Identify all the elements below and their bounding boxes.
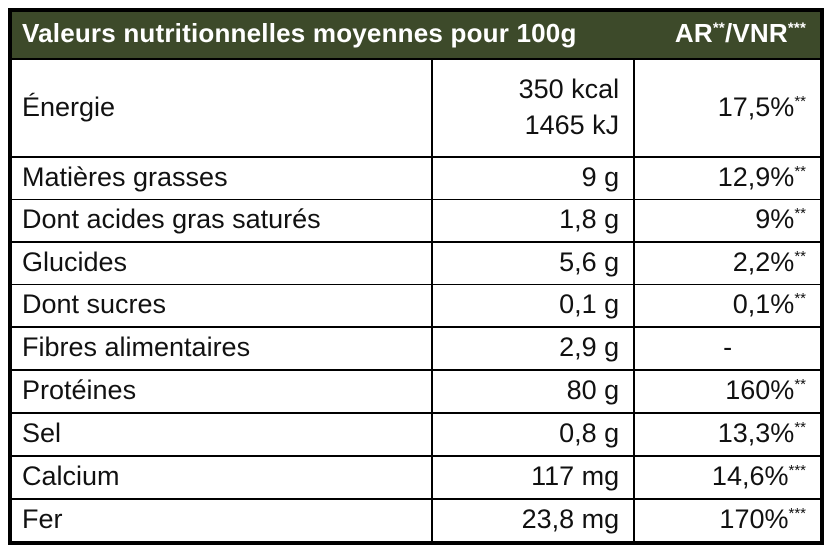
table-row	[12, 327, 820, 370]
table-row	[12, 242, 820, 284]
row-value-sucres: 0,1 g	[432, 284, 634, 326]
header-ar-sup: **	[712, 19, 725, 37]
row-value-acides-gras-satures: 1,8 g	[432, 199, 634, 241]
row-ar-calcium	[634, 456, 820, 499]
ar-sup: **	[794, 92, 806, 110]
energy-kcal-value: 350 kcal	[518, 74, 620, 105]
table-row	[12, 199, 820, 241]
row-label-glucides: Glucides	[12, 242, 432, 284]
row-label-proteines: Protéines	[12, 370, 432, 413]
header-ar-vnr	[634, 12, 820, 59]
ar-value: 160%	[725, 374, 795, 405]
row-label-fibres: Fibres alimentaires	[12, 327, 432, 370]
header-title: Valeurs nutritionnelles moyennes pour 100g	[22, 18, 577, 48]
ar-value: 9%	[755, 203, 795, 234]
row-label-sucres: Dont sucres	[12, 284, 432, 326]
table-row	[12, 59, 820, 157]
table-row	[12, 499, 820, 541]
row-label-calcium: Calcium	[12, 456, 432, 499]
table-row	[12, 370, 820, 413]
ar-sup: **	[794, 375, 806, 393]
ar-value: 2,2%	[732, 246, 795, 277]
row-ar-sel	[634, 413, 820, 456]
table-row	[12, 413, 820, 456]
ar-value: 170%	[719, 504, 789, 535]
ar-value: -	[723, 331, 733, 362]
ar-sup: **	[794, 289, 806, 307]
row-ar-glucides	[634, 242, 820, 284]
ar-value: 14,6%	[711, 461, 789, 492]
row-value-energie	[432, 59, 634, 157]
ar-sup: **	[794, 204, 806, 222]
nutrition-facts-panel	[8, 8, 824, 545]
ar-value: 12,9%	[717, 161, 795, 192]
row-label-fer: Fer	[12, 499, 432, 541]
row-ar-sucres	[634, 284, 820, 326]
header-vnr-label: /VNR	[724, 18, 788, 48]
row-ar-matieres-grasses	[634, 157, 820, 199]
row-label-energie: Énergie	[12, 59, 432, 157]
ar-sup: ***	[788, 462, 806, 480]
ar-value: 13,3%	[717, 417, 795, 448]
ar-sup: ***	[788, 505, 806, 523]
row-label-sel: Sel	[12, 413, 432, 456]
header-vnr-sup: ***	[787, 19, 806, 37]
header-ar-label: AR	[674, 18, 713, 48]
nutrition-table	[12, 12, 820, 541]
ar-sup: **	[794, 418, 806, 436]
table-row	[12, 284, 820, 326]
row-label-acides-gras-satures: Dont acides gras saturés	[12, 199, 432, 241]
ar-value: 17,5%	[717, 91, 795, 122]
row-value-sel: 0,8 g	[432, 413, 634, 456]
ar-value: 0,1%	[732, 288, 795, 319]
row-ar-acides-gras-satures	[634, 199, 820, 241]
table-row	[12, 456, 820, 499]
row-ar-proteines	[634, 370, 820, 413]
energy-kj-value: 1465 kJ	[524, 110, 620, 140]
ar-sup: **	[794, 162, 806, 180]
row-value-fibres: 2,9 g	[432, 327, 634, 370]
row-value-fer: 23,8 mg	[432, 499, 634, 541]
row-ar-fer	[634, 499, 820, 541]
row-value-glucides: 5,6 g	[432, 242, 634, 284]
row-value-proteines: 80 g	[432, 370, 634, 413]
row-label-matieres-grasses: Matières grasses	[12, 157, 432, 199]
row-ar-energie	[634, 59, 820, 157]
ar-sup: **	[794, 247, 806, 265]
table-row	[12, 157, 820, 199]
row-value-matieres-grasses: 9 g	[432, 157, 634, 199]
table-header-row	[12, 12, 820, 59]
row-value-calcium: 117 mg	[432, 456, 634, 499]
row-ar-fibres	[634, 327, 820, 370]
